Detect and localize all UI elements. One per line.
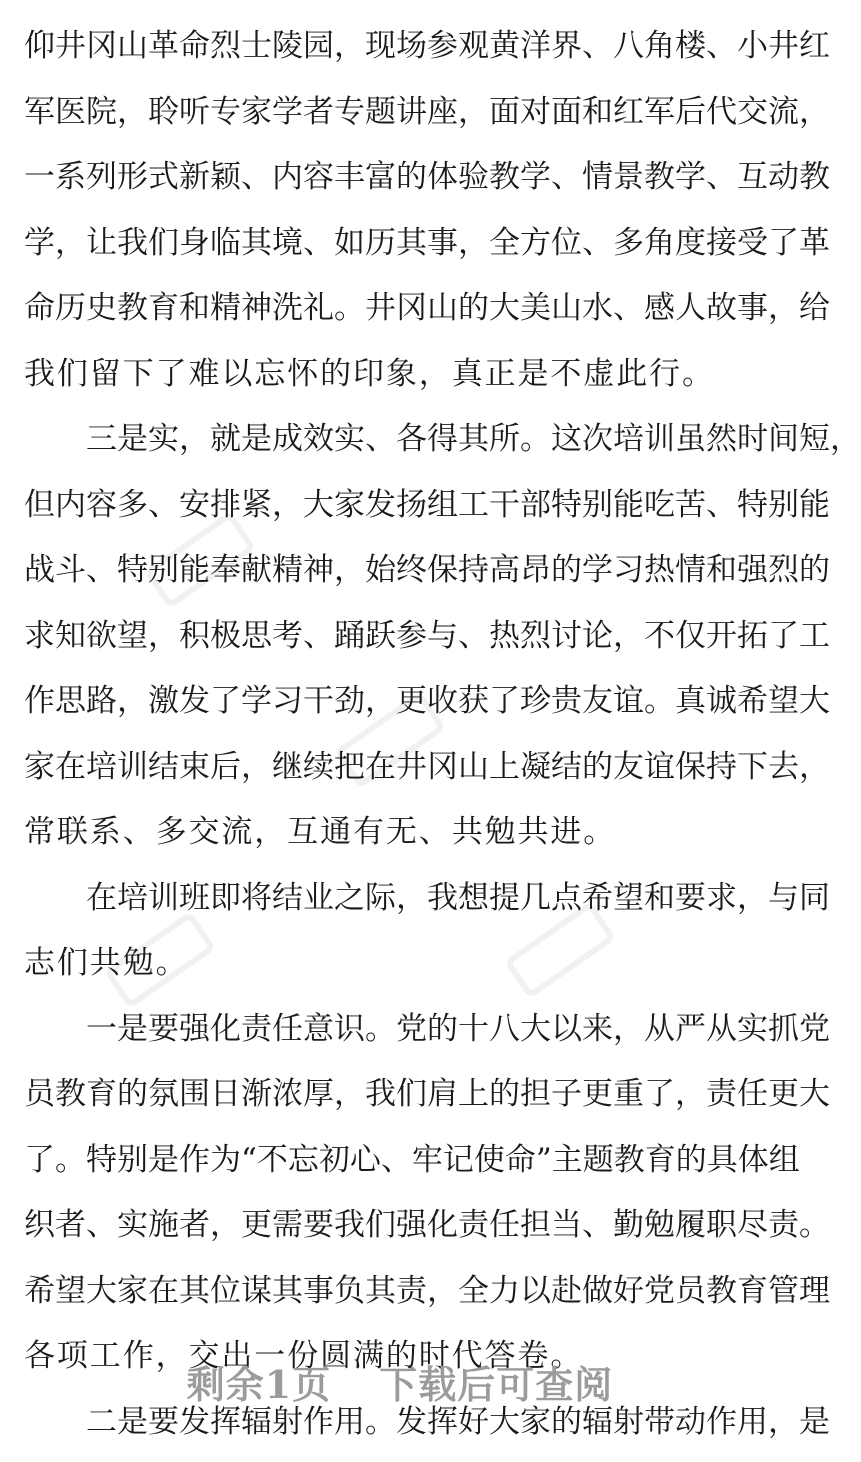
- text-line: 员教育的氛围日渐浓厚，我们肩上的担子更重了，责任更大: [24, 1076, 830, 1112]
- remaining-pages-label: 剩余1页: [186, 1362, 332, 1407]
- text-line: 仰井冈山革命烈士陵园，现场参观黄洋界、八角楼、小井红: [24, 28, 830, 64]
- text-line: 我们留下了难以忘怀的印象，真正是不虚此行。: [24, 355, 715, 392]
- text-line: 希望大家在其位谋其事负其责，全力以赴做好党员教育管理: [24, 1272, 830, 1309]
- text-line: 各项工作，交出一份圆满的时代答卷。: [24, 1338, 584, 1374]
- text-line: 但内容多、安排紧，大家发扬组工干部特别能吃苦、特别能: [24, 486, 830, 523]
- text-line: 作思路，激发了学习干劲，更收获了珍贵友谊。真诚希望大: [24, 683, 830, 719]
- text-line: 求知欲望，积极思考、踊跃参与、热烈讨论，不仅开拓了工: [24, 617, 830, 654]
- paragraph-start-line: 一是要强化责任意识。党的十八大以来，从严从实抓党: [86, 1010, 830, 1047]
- download-to-view-label: 下载后可查阅: [379, 1362, 614, 1407]
- text-line: 一系列形式新颖、内容丰富的体验教学、情景教学、互动教: [24, 159, 830, 195]
- text-line: 军医院，聆听专家学者专题讲座，面对面和红军后代交流，: [24, 93, 830, 130]
- watermark-mark: [140, 520, 260, 600]
- paragraph-start-line: 三是实，就是成效实、各得其所。这次培训虽然时间短，: [86, 421, 861, 457]
- watermark-mark: [100, 920, 220, 1000]
- paragraph-start-line: 在培训班即将结业之际，我想提几点希望和要求，与同: [86, 879, 830, 916]
- watermark-mark: [330, 700, 450, 780]
- text-line: 战斗、特别能奉献精神，始终保持高昂的学习热情和强烈的: [24, 552, 830, 588]
- watermark-mark: [500, 910, 620, 990]
- text-line: 常联系、多交流，互通有无、共勉共进。: [24, 814, 617, 850]
- text-line: 了。特别是作为“不忘初心、牢记使命”主题教育的具体组: [24, 1141, 800, 1178]
- text-line: 命历史教育和精神洗礼。井冈山的大美山水、感人故事，给: [24, 290, 830, 326]
- text-line: 志们共勉。: [24, 945, 189, 981]
- paragraph-start-line: 二是要发挥辐射作用。发挥好大家的辐射带动作用，是: [86, 1403, 830, 1440]
- text-line: 织者、实施者，更需要我们强化责任担当、勤勉履职尽责。: [24, 1207, 830, 1243]
- text-line: 学，让我们身临其境、如历其事，全方位、多角度接受了革: [24, 224, 830, 261]
- download-prompt[interactable]: [0, 1354, 800, 1409]
- text-line: 家在培训结束后，继续把在井冈山上凝结的友谊保持下去，: [24, 748, 830, 785]
